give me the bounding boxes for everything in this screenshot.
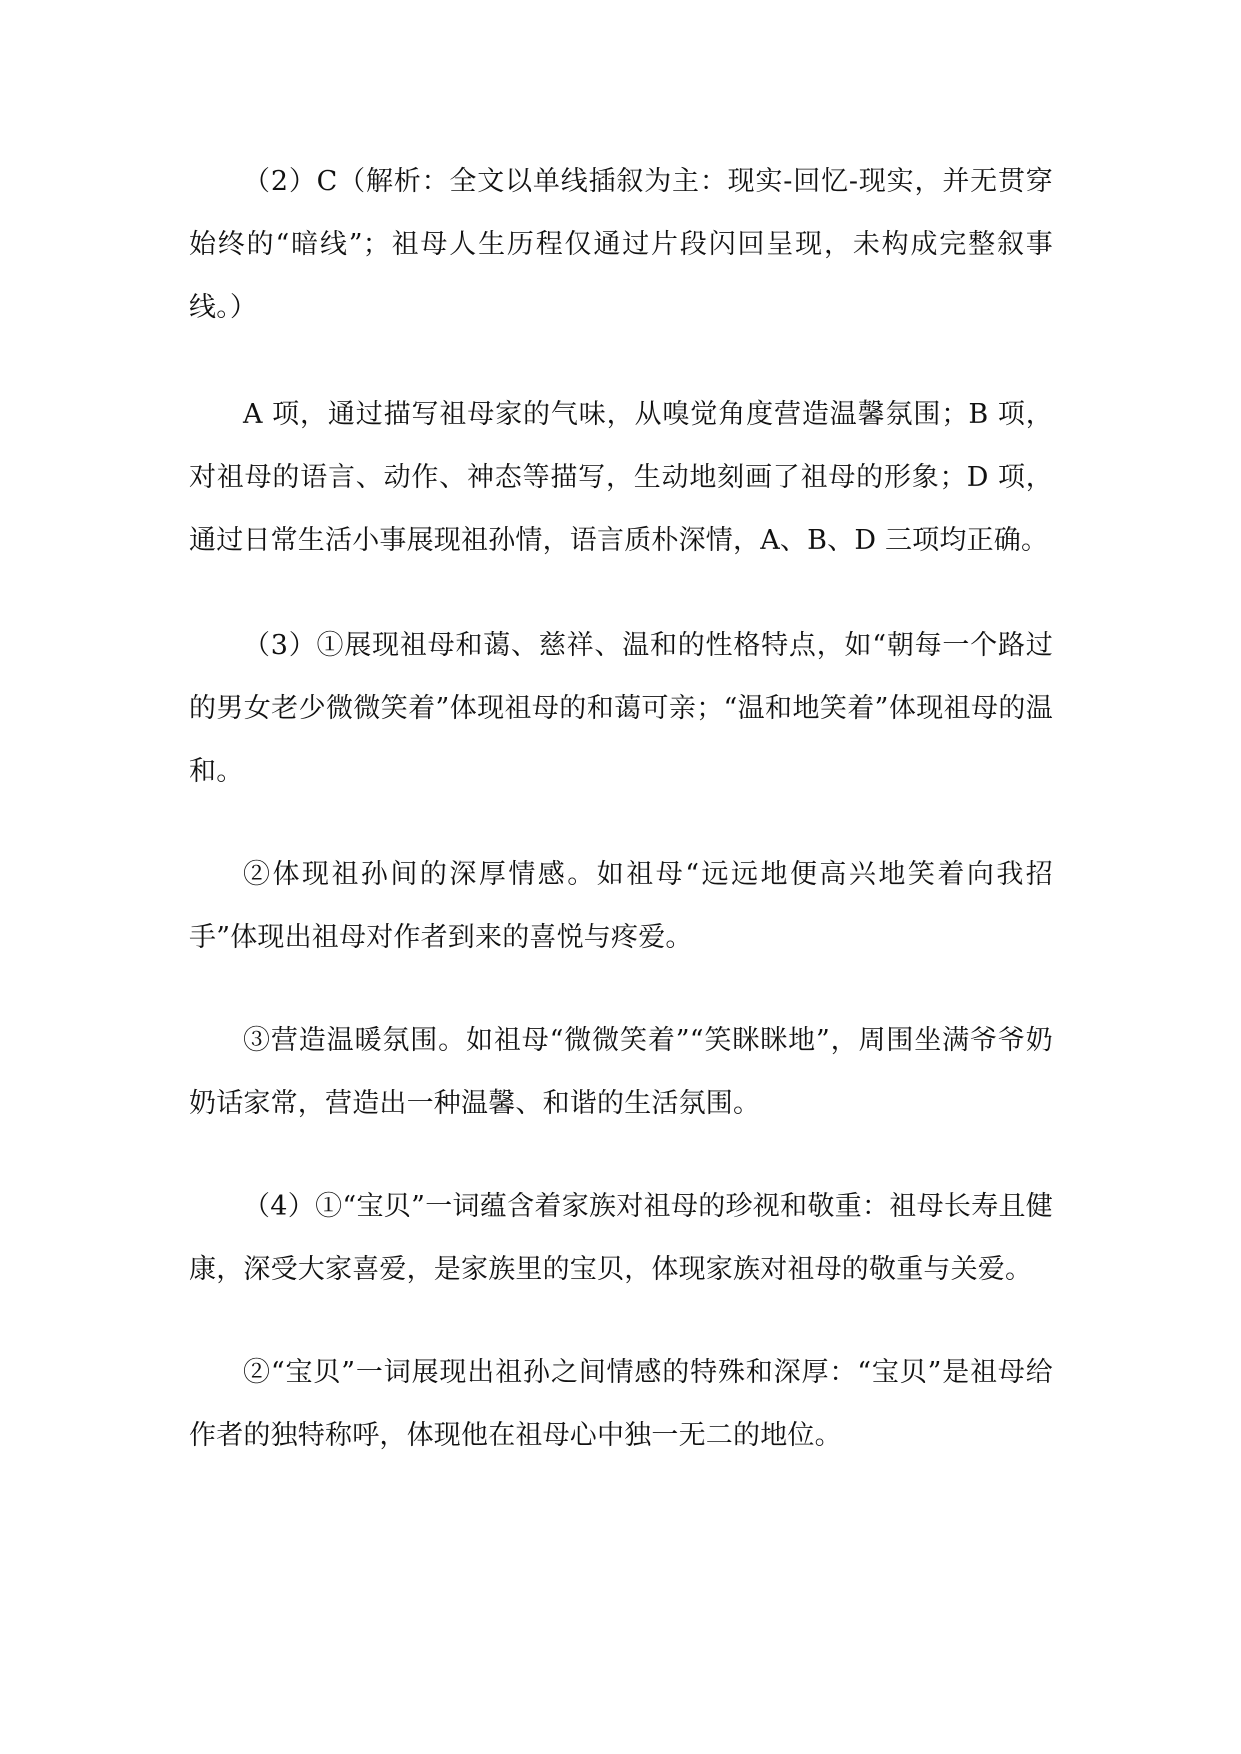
answer-body	[189, 150, 1053, 1467]
answer-4-point-1-paragraph: （4）①“宝贝”一词蕴含着家族对祖母的珍视和敬重：祖母长寿且健康，深受大家喜爱，是家族里的宝贝，体现家族对祖母的敬重与关爱。	[189, 1191, 1053, 1285]
options-analysis-paragraph: A 项，通过描写祖母家的气味，从嗅觉角度营造温馨氛围；B 项，对祖母的语言、动作、神态等描写，生动地刻画了祖母的形象；D 项，通过日常生活小事展现祖孙情，语言质朴深情，A、B、D 三项均正确。	[189, 399, 1053, 556]
answer-3-point-1-paragraph: （3）①展现祖母和蔼、慈祥、温和的性格特点，如“朝每一个路过的男女老少微微笑着”体现祖母的和蔼可亲；“温和地笑着”体现祖母的温和。	[189, 630, 1053, 787]
answer-2-paragraph: （2）C（解析：全文以单线插叙为主：现实-回忆-现实，并无贯穿始终的“暗线”；祖母人生历程仅通过片段闪回呈现，未构成完整叙事线。）	[189, 166, 1053, 323]
answer-3-point-2-paragraph: ②体现祖孙间的深厚情感。如祖母“远远地便高兴地笑着向我招手”体现出祖母对作者到来的喜悦与疼爱。	[189, 859, 1053, 953]
answer-3-point-3-paragraph: ③营造温暖氛围。如祖母“微微笑着”“笑眯眯地”，周围坐满爷爷奶奶话家常，营造出一种温馨、和谐的生活氛围。	[189, 1025, 1053, 1119]
answer-4-point-2-paragraph: ②“宝贝”一词展现出祖孙之间情感的特殊和深厚：“宝贝”是祖母给作者的独特称呼，体现他在祖母心中独一无二的地位。	[189, 1357, 1053, 1451]
